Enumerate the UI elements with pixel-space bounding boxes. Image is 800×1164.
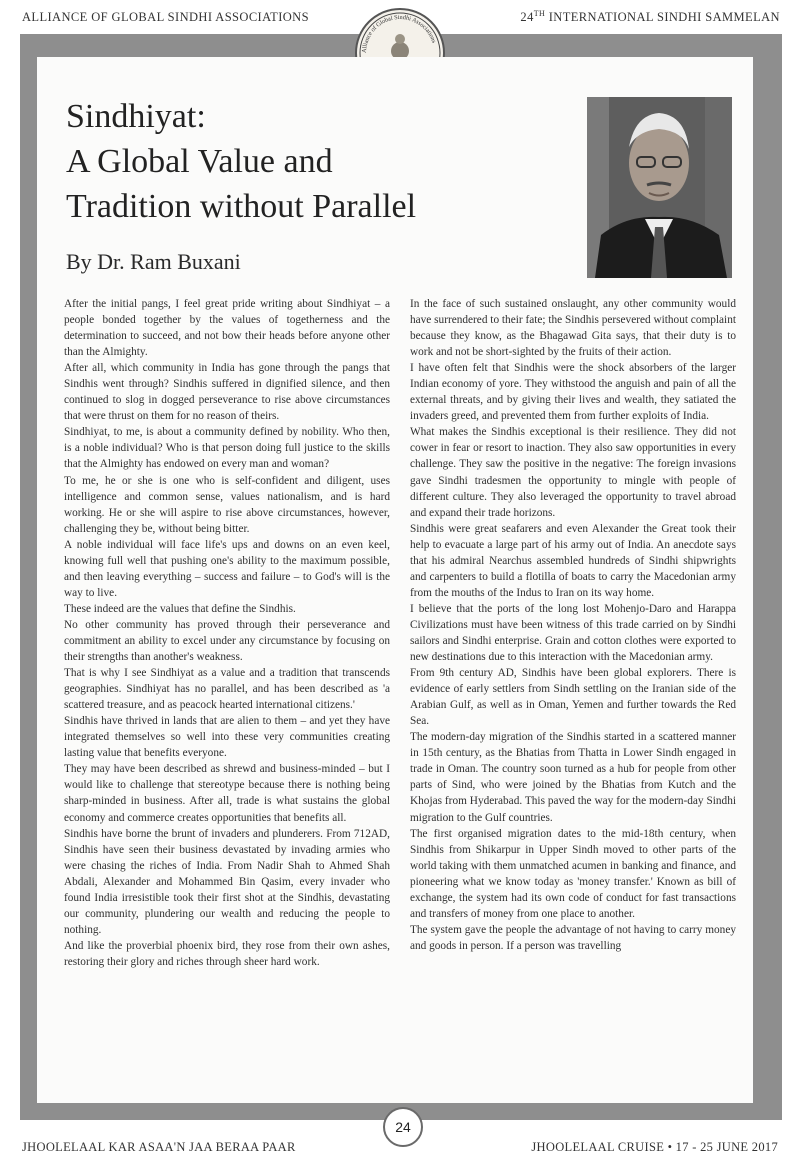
paragraph: Sindhis have borne the brunt of invaders and plunderers. From 712AD, Sindhis have seen their business devastated by invading armies who were chasing the riches of India. From Nadir Shah to Ahmed Shah Abdali, Alexander and Mohammed Bin Qasim, every invader who found India irresistible took their first shot at the Sindhis, devastating our community, plundering our wealth and reducing the people to nothing. (64, 827, 390, 936)
paragraph: Sindhiyat, to me, is about a community defined by nobility. Who then, is a noble individual? Who is that person doing full justice to the skills that the Almighty has endowed on every man and woman? (64, 426, 390, 471)
paragraph: I believe that the ports of the long lost Mohenjo-Daro and Harappa Civilizations must have been witness of this trade carried on by Sindhi sailors and Sindhi enterprise. Grain and cotton clothes were exported to new destinations due to this interaction with the Macedonian army. (410, 602, 736, 664)
footer-right-text: JHOOLELAAL CRUISE • 17 - 25 JUNE 2017 (531, 1139, 778, 1154)
paragraph: The first organised migration dates to the mid-18th century, when Sindhis from Shikarpur in Upper Sindh moved to other parts of the world taking with them unmatched acumen in banking and finance, and pioneering what we know today as 'money transfer.' Known as bill of exchange, the system had its own code of conduct for fast transactions and transfers of money from one place to another. (410, 827, 736, 920)
paragraph: I have often felt that Sindhis were the shock absorbers of the larger Indian economy of yore. They withstood the anguish and pain of all the external threats, and by giving their lives and wealth, they satiated the invaders greed, and prevented them from further exploits of India. (410, 362, 736, 423)
paragraph: What makes the Sindhis exceptional is their resilience. They did not cower in fear or resort to inaction. They also saw opportunities in every challenge. They saw the positive in the negative: The foreign invasions gave Sindhi tradesmen the opportunity to mingle with people of different culture. They also leveraged the opportunity to travel abroad and expand their trade horizons. (410, 426, 736, 519)
title-line-1: Sindhiyat: (66, 98, 206, 135)
left-column (64, 296, 390, 970)
article-title (66, 94, 416, 229)
paragraph: From 9th century AD, Sindhis have been global explorers. There is evidence of early settlers from Sindh settling on the Iranian side of the Arabian Gulf, as well as in Oman, Yemen and further towards the Red Sea. (410, 667, 736, 728)
paragraph: After the initial pangs, I feel great pride writing about Sindhiyat – a people bonded together by the values of togetherness and the determination to succeed, and not bow their heads before anyone other than the Almighty. (64, 298, 390, 359)
article-byline: By Dr. Ram Buxani (66, 249, 241, 274)
paragraph: The modern-day migration of the Sindhis started in a scattered manner in 15th century, as the Bhatias from Thatta in Lower Sindh engaged in trade in Oman. The country soon turned as a hub for people from other parts of Sind, who were joined by the Bhatias from Kutch and the Khojas from Hyderabad. This paved the way for the modern-day Sindhi migration to the Gulf countries. (410, 731, 736, 824)
paragraph: After all, which community in India has gone through the pangs that Sindhis went through? Sindhis suffered in dignified silence, and then continued to slog in dogged perseverance to rise above circumstances that were thrust on them for no reason of theirs. (64, 362, 390, 423)
header-right-text: 24TH INTERNATIONAL SINDHI SAMMELAN (520, 8, 780, 25)
paragraph: No other community has proved through their perseverance and commitment an ability to excel under any circumstance by focusing on their strengths than another's weakness. (64, 618, 390, 664)
right-column (410, 296, 736, 954)
portrait-icon (587, 97, 732, 278)
running-footer (0, 1134, 800, 1160)
svg-text:Alliance of Global Sindhi Asso: Alliance of Global Sindhi Associations (360, 13, 438, 54)
paragraph: Sindhis were great seafarers and even Alexander the Great took their help to evacuate a large part of his army out of India. An anecdote says that his admiral Nearchus assembled hundreds of Sindhi shipwrights and carpenters to build a flotilla of boats to carry the Macedonian army from the mouths of the Indus to Iran on its way home. (410, 522, 736, 599)
author-portrait-image (587, 97, 732, 278)
title-line-3: Tradition without Parallel (66, 188, 417, 225)
header-left-text: ALLIANCE OF GLOBAL SINDHI ASSOCIATIONS (22, 9, 309, 24)
paragraph: These indeed are the values that define the Sindhis. (64, 602, 296, 615)
paragraph: They may have been described as shrewd and business-minded – but I would like to challenge that stereotype because there is nothing being sharp-minded in business. After all, trade is what sustains the global economy and commerce creates opportunities that benefits all. (64, 763, 390, 824)
paragraph: That is why I see Sindhiyat as a value and a tradition that transcends geographies. Sindhiyat has no parallel, and has been described as 'a scattered treasure, and as peacock hearted international citizens.' (64, 667, 390, 712)
paragraph: To me, he or she is one who is self-confident and diligent, uses intelligence and common sense, values nationalism, and is hard working. He or she will aspire to rise above circumstances, however, challenging they be, without being bitter. (64, 474, 390, 535)
page-number: 24 (383, 1107, 423, 1147)
paragraph: The system gave the people the advantage of not having to carry money and goods in person. If a person was travelling (410, 923, 736, 952)
paragraph: And like the proverbial phoenix bird, they rose from their own ashes, restoring their glory and riches through sheer hard work. (64, 939, 390, 968)
paragraph: A noble individual will face life's ups and downs on an even keel, knowing full well that pushing one's ability to the maximum possible, and then leaving everything – success and failure – to God's will is the way to live. (64, 538, 390, 599)
title-line-2: A Global Value and (66, 143, 333, 180)
paragraph: In the face of such sustained onslaught, any other community would have surrendered to their fate; the Sindhis persevered without complaint because they know, as the Bhagawad Gita says, that their duty is to work and not be short-sighted by the fruits of their action. (410, 298, 736, 359)
footer-left-text: JHOOLELAAL KAR ASAA'N JAA BERAA PAAR (22, 1139, 296, 1154)
paragraph: Sindhis have thrived in lands that are alien to them – and yet they have integrated themselves so well into these very communities creating lasting value that benefits everyone. (64, 715, 390, 760)
